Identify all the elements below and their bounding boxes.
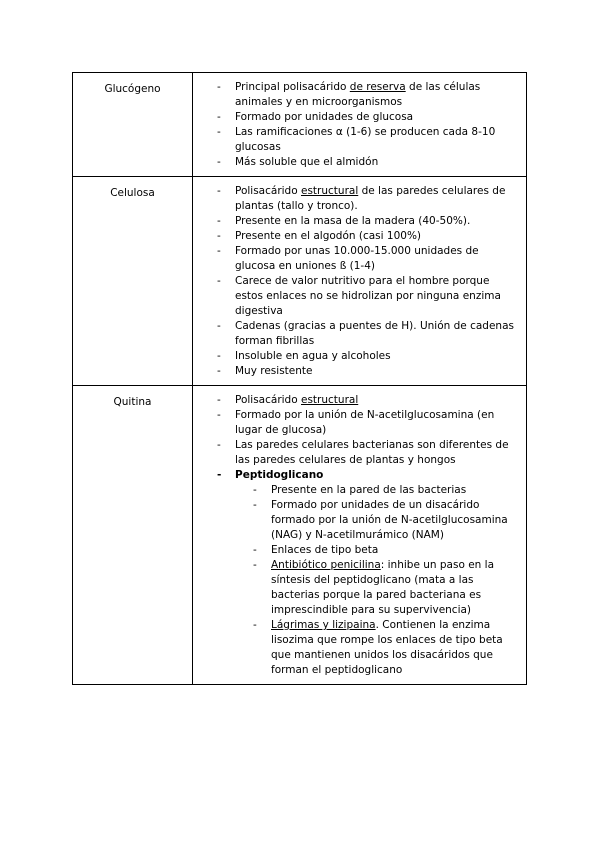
list-item: - Polisacárido estructural de las paredes celulares de plantas (tallo y tronco). (193, 184, 520, 214)
row-content-celulosa (193, 177, 527, 386)
row-content-glucogeno (193, 73, 527, 177)
list-item: - Insoluble en agua y alcoholes (193, 349, 520, 364)
sub-list-item: - Lágrimas y lizipaina. Contienen la enzima lisozima que rompe los enlaces de tipo beta que mantienen unidos los disacáridos que forman el peptidoglicano (235, 618, 520, 678)
list-item: - Las ramificaciones α (1-6) se producen cada 8-10 glucosas (193, 125, 520, 155)
list-item: - Las paredes celulares bacterianas son diferentes de las paredes celulares de plantas y hongos (193, 438, 520, 468)
list-item: - Principal polisacárido de reserva de las células animales y en microorganismos (193, 80, 520, 110)
list-item: - Más soluble que el almidón (193, 155, 520, 170)
table-row-quitina (73, 386, 527, 685)
list-item: - Presente en la masa de la madera (40-50%). (193, 214, 520, 229)
nested-list-container (193, 483, 520, 678)
peptidoglicano-heading: - Peptidoglicano (193, 468, 520, 483)
list-item: - Presente en el algodón (casi 100%) (193, 229, 520, 244)
sub-list-item: - Formado por unidades de un disacárido formado por la unión de N-acetilglucosamina (NAG) y N-acetilmurámico (NAM) (235, 498, 520, 543)
list-item: - Cadenas (gracias a puentes de H). Unión de cadenas forman fibrillas (193, 319, 520, 349)
sub-list-item: - Antibiótico penicilina: inhibe un paso en la síntesis del peptidoglicano (mata a las bacterias porque la pared bacteriana es imprescindible para su supervivencia) (235, 558, 520, 618)
sub-list-item: - Presente en la pared de las bacterias (235, 483, 520, 498)
bullet-list (193, 393, 520, 483)
nested-list-wrapper (193, 483, 520, 678)
list-item: - Formado por la unión de N-acetilglucosamina (en lugar de glucosa) (193, 408, 520, 438)
bullet-list (193, 184, 520, 379)
bullet-list (193, 80, 520, 170)
row-label-glucogeno: Glucógeno (73, 73, 193, 177)
table-row-celulosa (73, 177, 527, 386)
sub-list-item: - Enlaces de tipo beta (235, 543, 520, 558)
row-content-quitina (193, 386, 527, 685)
polysaccharide-table (72, 72, 527, 685)
list-item: - Formado por unidades de glucosa (193, 110, 520, 125)
row-label-celulosa: Celulosa (73, 177, 193, 386)
table-row-glucogeno (73, 73, 527, 177)
list-item: - Formado por unas 10.000-15.000 unidades de glucosa en uniones ß (1-4) (193, 244, 520, 274)
row-label-quitina: Quitina (73, 386, 193, 685)
list-item: - Muy resistente (193, 364, 520, 379)
sub-bullet-list (235, 483, 520, 678)
list-item: - Carece de valor nutritivo para el hombre porque estos enlaces no se hidrolizan por ninguna enzima digestiva (193, 274, 520, 319)
list-item: - Polisacárido estructural (193, 393, 520, 408)
